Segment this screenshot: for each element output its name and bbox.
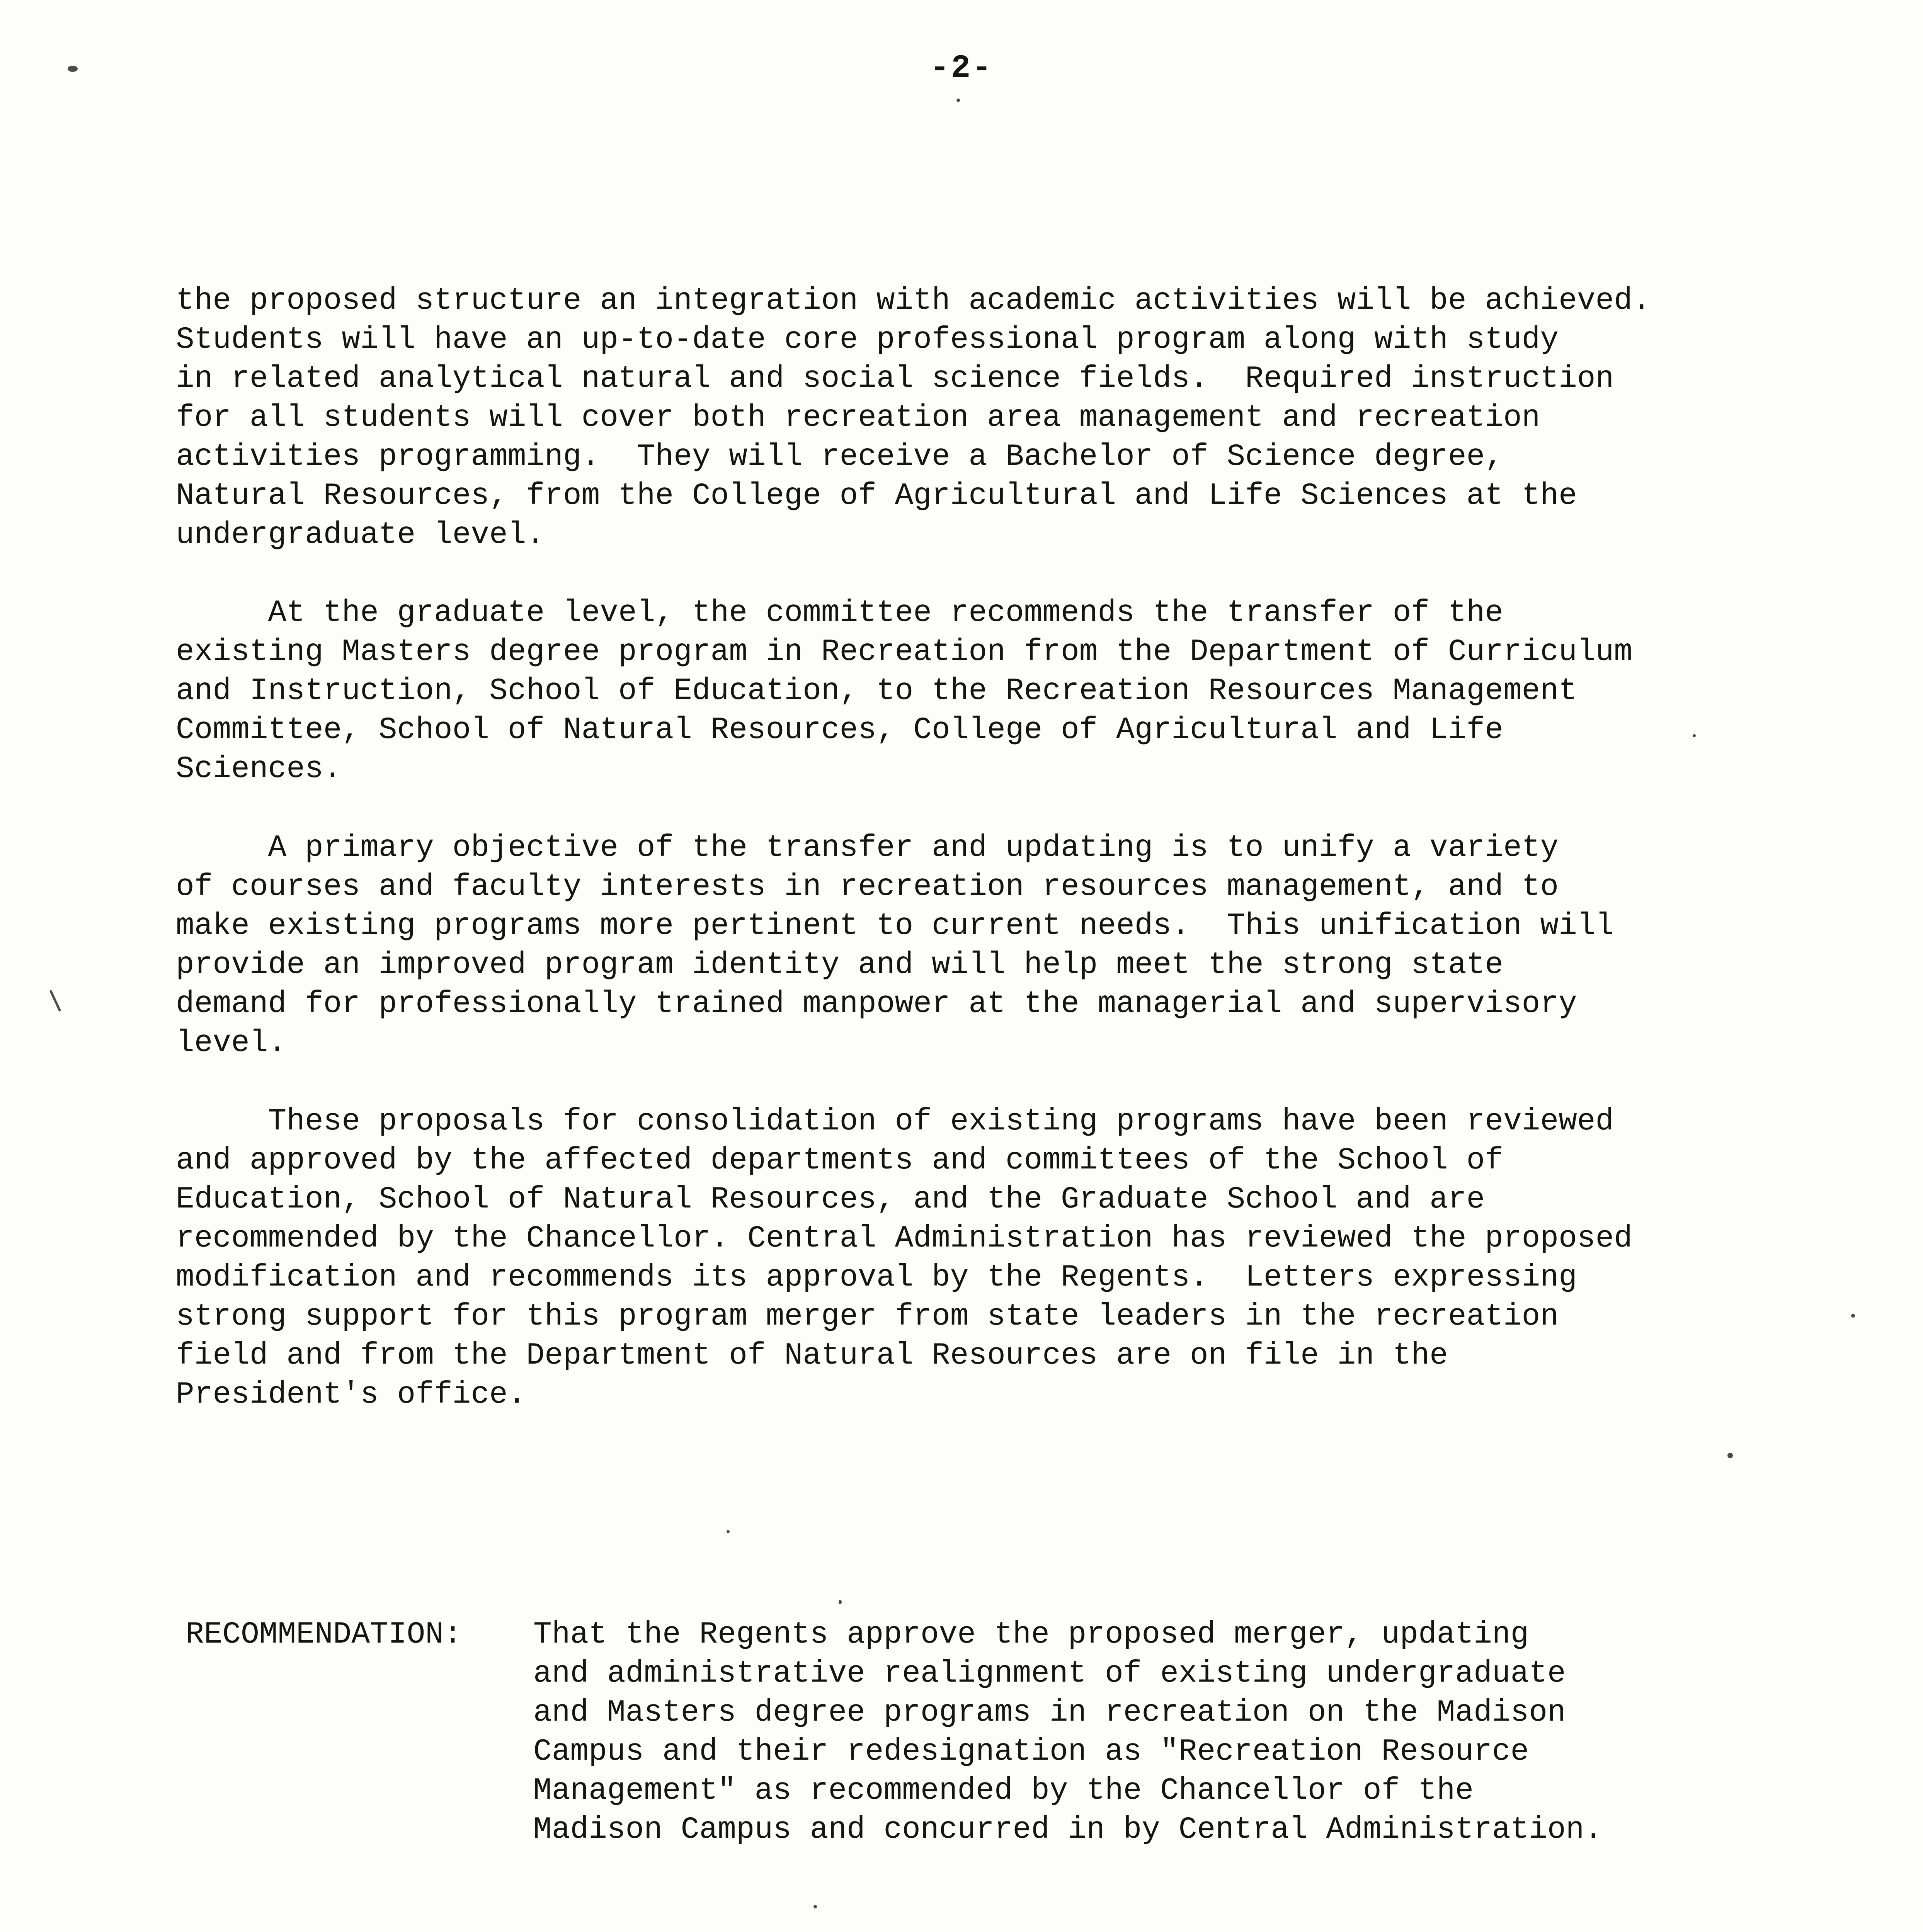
scan-speck	[813, 1905, 817, 1908]
paragraph-primary-objective: A primary objective of the transfer and updating is to unify a variety of courses and faculty interests in recreation resources management, and to make existing programs more pertinent to current needs. This unification will provide an improved program identity and will help meet the strong state demand for professionally trained manpower at the managerial and supervisory level.	[176, 830, 1614, 1060]
scan-speck	[1727, 1453, 1733, 1458]
paragraph-integration: the proposed structure an integration with academic activities will be achieved. Students will have an up-to-date core professional program along with study in related analytical natural and social science fields. Required instruction for all students will cover both recreation area management and recreation activities programming. They will receive a Bachelor of Science degree, Natural Resources, from the College of Agricultural and Life Sciences at the undergraduate level.	[176, 283, 1651, 552]
scan-speck	[727, 1530, 730, 1533]
recommendation-text: That the Regents approve the proposed merger, updating and administrative realignment of existing undergraduate and Masters degree programs in recreation on the Madison Campus and their redesignation as "Recreation Resource Management" as recommended by the Chancellor of the Madison Campus and concurred in by Central Administration.	[533, 1617, 1603, 1847]
page-number: -2-	[930, 50, 993, 87]
paragraph-graduate-level: At the graduate level, the committee recommends the transfer of the existing Masters degree program in Recreation from the Department of Curriculum and Instruction, School of Education, to the Recreation Resources Management Committee, School of Natural Resources, College of Agricultural and Life Sciences.	[176, 595, 1632, 786]
scan-speck	[49, 990, 61, 1012]
scan-speck	[1851, 1314, 1855, 1318]
scan-speck	[956, 99, 960, 102]
scan-speck	[1693, 734, 1696, 737]
scan-speck	[839, 1600, 842, 1604]
paragraph-proposals-reviewed: These proposals for consolidation of existing programs have been reviewed and approved by the affected departments and committees of the School of Education, School of Natural Resources, and the Graduate School and are recommended by the Chancellor. Central Administration has reviewed the proposed modification and recommends its approval by the Regents. Letters expressing strong support for this program merger from state leaders in the recreation field and from the Department of Natural Resources are on file in the President's office.	[176, 1104, 1632, 1412]
recommendation-label: RECOMMENDATION:	[185, 1617, 462, 1652]
scan-speck	[68, 66, 78, 72]
